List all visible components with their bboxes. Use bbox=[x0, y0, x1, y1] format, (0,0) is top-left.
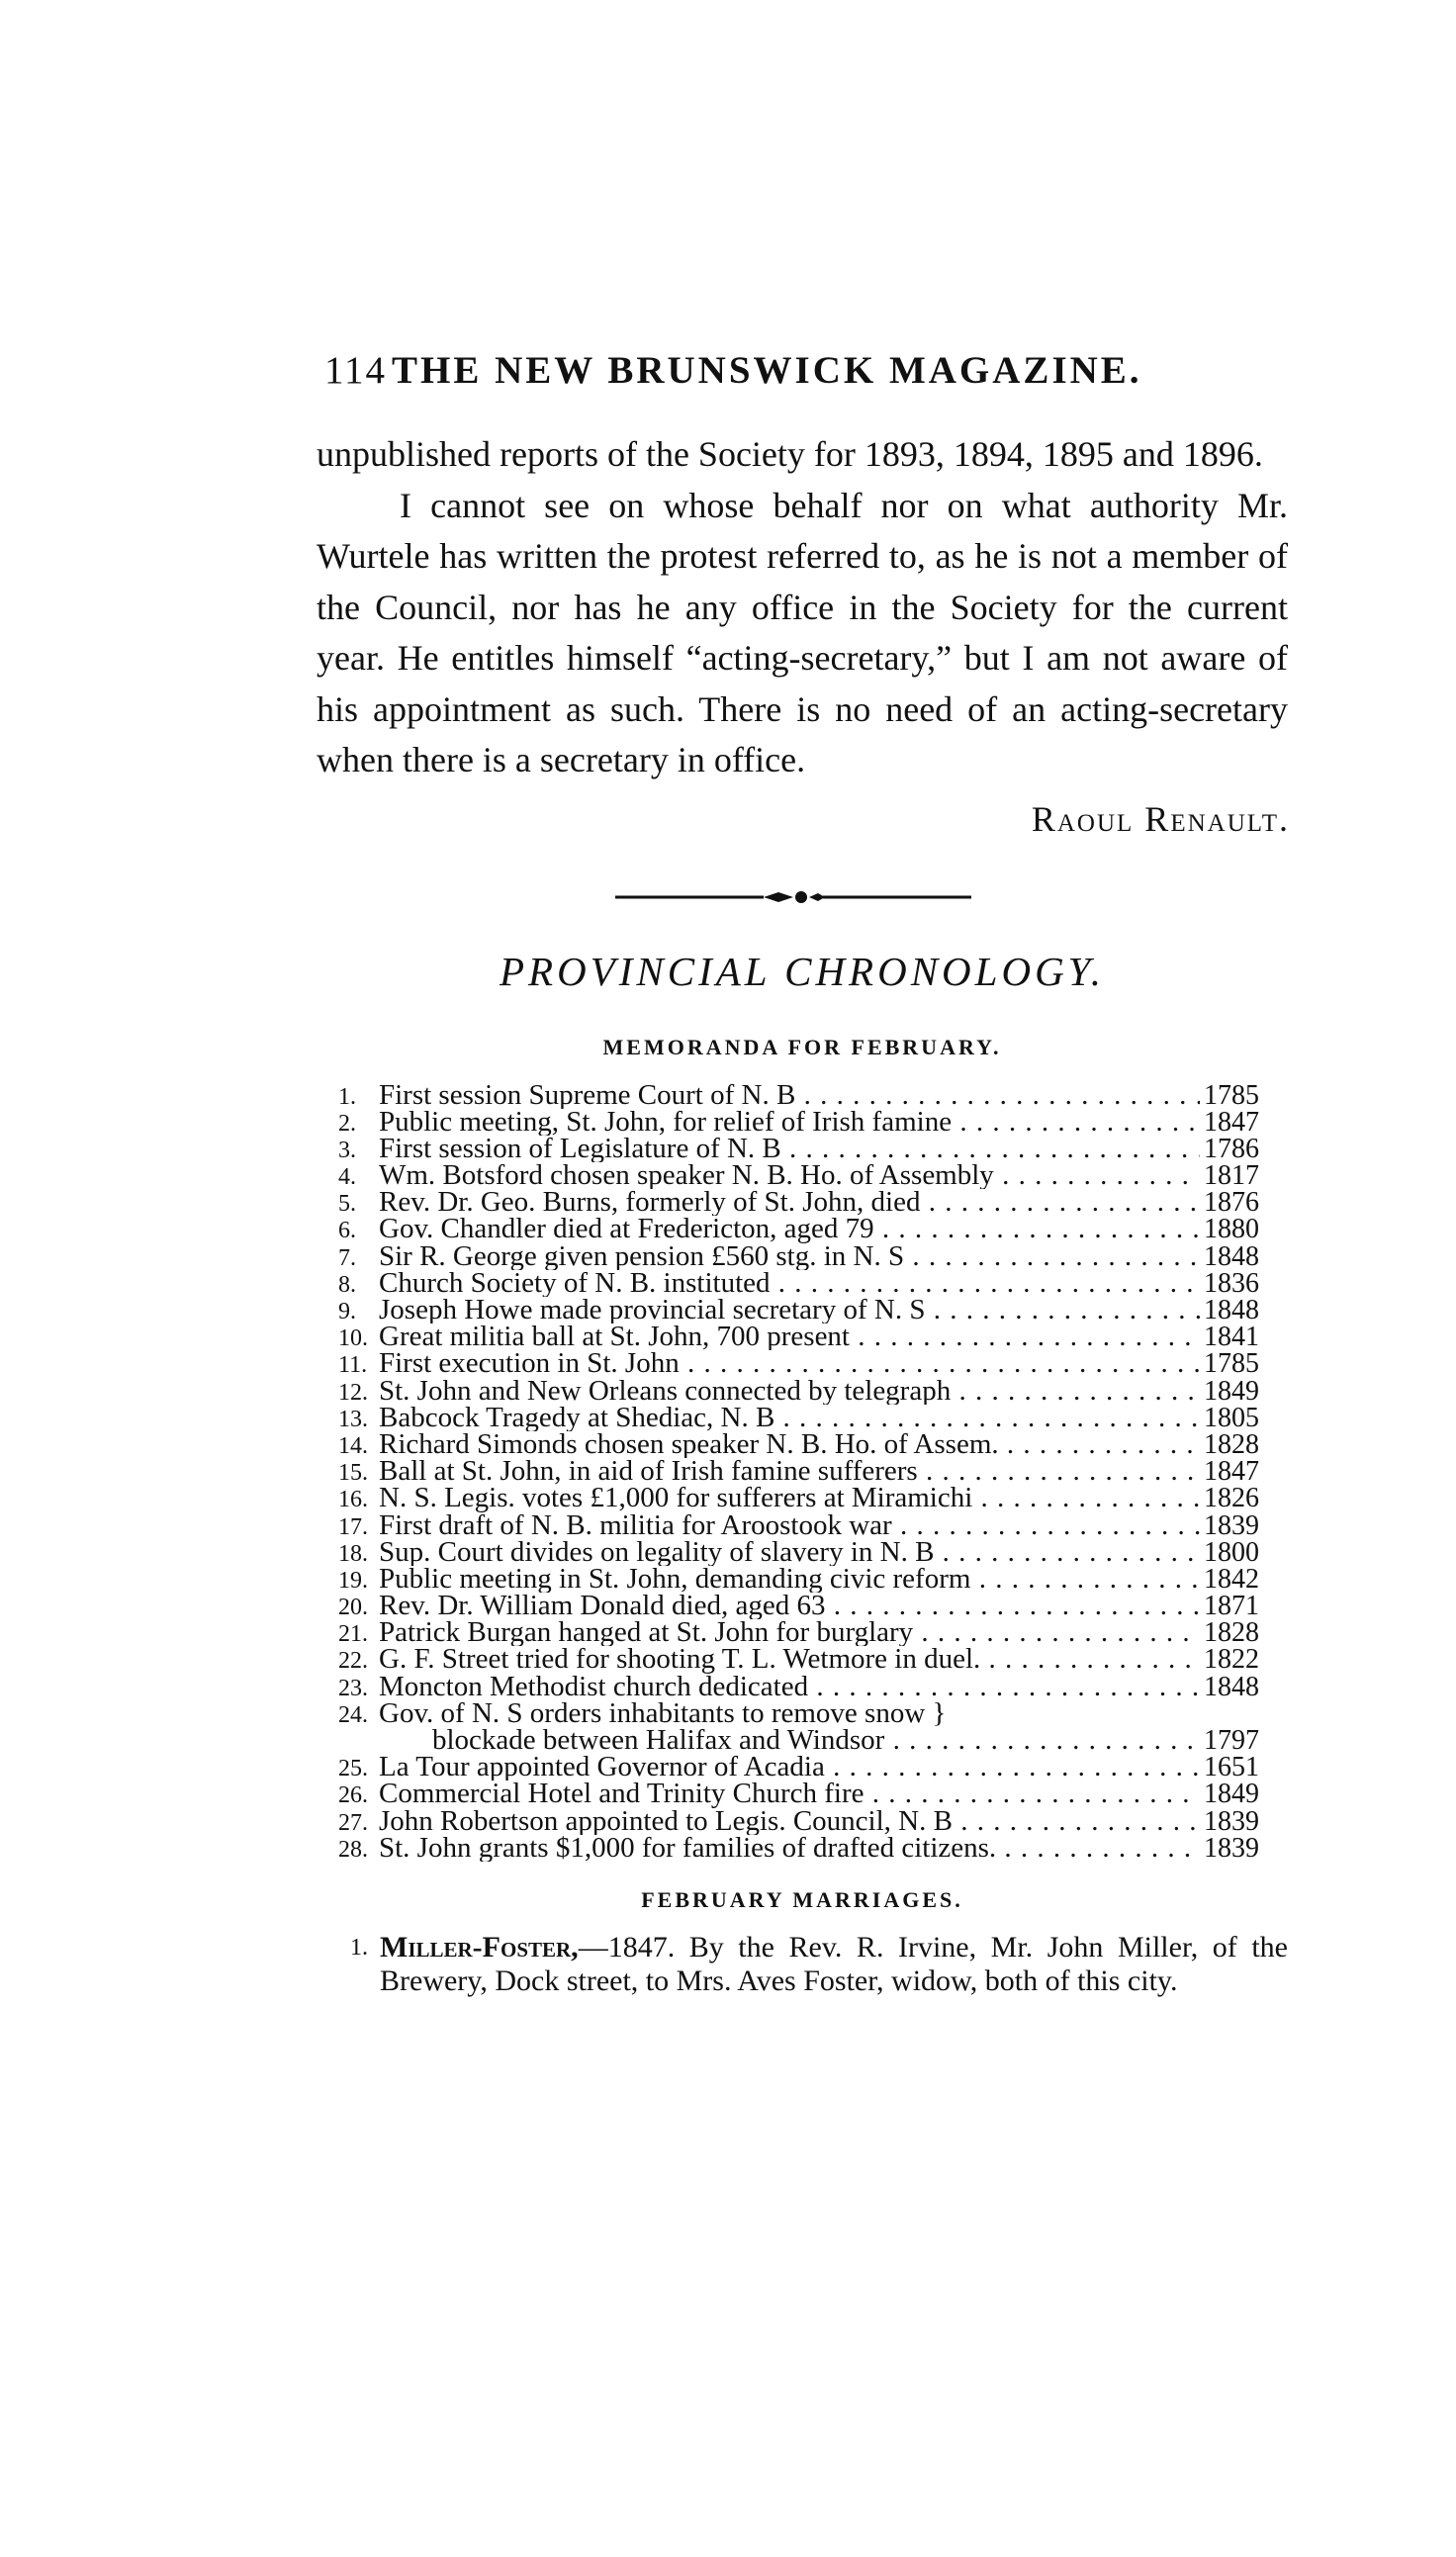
memo-year: 1880 bbox=[1204, 1214, 1259, 1245]
memo-year: 1805 bbox=[1204, 1402, 1259, 1433]
memo-day: 3. bbox=[338, 1137, 356, 1163]
memo-row bbox=[317, 1591, 1306, 1622]
memo-row bbox=[317, 1106, 1306, 1138]
memo-row bbox=[317, 1456, 1306, 1488]
memo-text: Ball at St. John, in aid of Irish famine sufferers . . . bbox=[379, 1458, 1200, 1485]
memo-row bbox=[317, 1079, 1306, 1111]
memo-row bbox=[317, 1779, 1306, 1810]
memo-row bbox=[317, 1214, 1306, 1245]
memo-text: Patrick Burgan hanged at St. John for burglary . . . bbox=[379, 1619, 1200, 1646]
memo-text: Church Society of N. B. instituted . . . bbox=[379, 1270, 1200, 1297]
memo-text: Babcock Tragedy at Shediac, N. B . . . bbox=[379, 1405, 1200, 1431]
page bbox=[317, 348, 1306, 1998]
memo-text: Moncton Methodist church dedicated . . . bbox=[379, 1674, 1200, 1700]
memo-day: 21. bbox=[338, 1621, 368, 1648]
memo-day: 4. bbox=[338, 1164, 356, 1191]
memo-row bbox=[317, 1563, 1306, 1595]
memo-year: 1836 bbox=[1204, 1267, 1259, 1299]
memo-text: Public meeting, St. John, for relief of Irish famine . . . bbox=[379, 1109, 1200, 1136]
memo-year: 1822 bbox=[1204, 1644, 1259, 1676]
memo-year: 1826 bbox=[1204, 1483, 1259, 1514]
memo-row bbox=[317, 1754, 1306, 1781]
memo-row bbox=[317, 1297, 1306, 1324]
memo-text: Sup. Court divides on legality of slavery in N. B . . . bbox=[379, 1539, 1200, 1566]
memo-row bbox=[317, 1805, 1306, 1837]
memo-row bbox=[317, 1348, 1306, 1380]
memo-row bbox=[317, 1402, 1306, 1433]
marriages-heading: FEBRUARY MARRIAGES. bbox=[641, 1886, 963, 1912]
marriage-names: Miller-Foster, bbox=[380, 1930, 579, 1963]
memo-text: St. John and New Orleans connected by telegraph . . . bbox=[379, 1378, 1200, 1405]
memo-text: Richard Simonds chosen speaker N. B. Ho. of Assem. . . . bbox=[379, 1431, 1200, 1458]
memo-text: Joseph Howe made provincial secretary of N. S . . . bbox=[379, 1297, 1200, 1324]
memo-row bbox=[317, 1832, 1306, 1864]
memo-row bbox=[317, 1133, 1306, 1164]
memo-day: 7. bbox=[338, 1244, 356, 1271]
memo-text: First session of Legislature of N. B . . . bbox=[379, 1136, 1200, 1162]
memo-year: 1786 bbox=[1204, 1133, 1259, 1164]
marriage-details: —1847. By the Rev. R. Irvine, Mr. John Miller, of the Brewery, Dock street, to Mrs. Aves Foster, widow, both of this city. bbox=[380, 1930, 1288, 1997]
memo-row-continuation bbox=[317, 1727, 1306, 1754]
signature: Raoul Renault. bbox=[1031, 798, 1290, 839]
memo-day: 26. bbox=[338, 1782, 368, 1809]
memo-day: 5. bbox=[338, 1191, 356, 1218]
memo-text: Public meeting in St. John, demanding civic reform . . . bbox=[379, 1566, 1200, 1593]
page-number: 114 bbox=[324, 349, 388, 392]
memo-day: 6. bbox=[338, 1218, 356, 1244]
memo-day: 1. bbox=[338, 1083, 356, 1110]
memo-day: 18. bbox=[338, 1540, 368, 1567]
memo-day: 2. bbox=[338, 1110, 356, 1137]
memo-text: Sir R. George given pension £560 stg. in N. S . . . bbox=[379, 1243, 1200, 1270]
memo-year: 1828 bbox=[1204, 1617, 1259, 1649]
memo-day: 28. bbox=[338, 1836, 368, 1863]
memo-text: N. S. Legis. votes £1,000 for sufferers at Miramichi . . . bbox=[379, 1485, 1200, 1511]
memo-text: First draft of N. B. militia for Aroostook war . . . bbox=[379, 1512, 1200, 1539]
running-head bbox=[324, 348, 1306, 402]
memo-row bbox=[317, 1483, 1306, 1514]
memoranda-list bbox=[317, 1079, 1306, 1864]
memo-day: 23. bbox=[338, 1675, 368, 1701]
paragraph-continued: unpublished reports of the Society for 1893, 1894, 1895 and 1896. bbox=[317, 434, 1263, 474]
memo-row bbox=[317, 1267, 1306, 1299]
memo-row bbox=[317, 1536, 1306, 1568]
marriage-entry bbox=[317, 1931, 1288, 1998]
memo-year: 1849 bbox=[1204, 1375, 1259, 1407]
memo-year: 1839 bbox=[1204, 1832, 1259, 1864]
memo-text: G. F. Street tried for shooting T. L. Wetmore in duel. . . . bbox=[379, 1646, 1200, 1673]
memo-text: First session Supreme Court of N. B . . . bbox=[379, 1082, 1200, 1109]
magazine-title: THE NEW BRUNSWICK MAGAZINE. bbox=[392, 349, 1142, 392]
memo-text: Rev. Dr. William Donald died, aged 63 . . . bbox=[379, 1593, 1200, 1619]
memo-text: Wm. Botsford chosen speaker N. B. Ho. of Assembly . . . bbox=[379, 1162, 1200, 1189]
marriage-text bbox=[380, 1931, 1288, 1998]
memo-day: 24. bbox=[338, 1701, 368, 1728]
body-text bbox=[317, 429, 1288, 786]
memo-text: La Tour appointed Governor of Acadia . . . bbox=[379, 1754, 1200, 1781]
memo-year: 1651 bbox=[1204, 1752, 1259, 1783]
memo-year: 1785 bbox=[1204, 1348, 1259, 1380]
memo-text: St. John grants $1,000 for families of drafted citizens. . . . bbox=[379, 1835, 1200, 1862]
memo-day: 10. bbox=[338, 1325, 368, 1352]
memo-row bbox=[317, 1509, 1306, 1541]
memo-day: 19. bbox=[338, 1567, 368, 1594]
memo-text-continuation: blockade between Halifax and Windsor . . . bbox=[379, 1727, 1200, 1754]
memo-day: 12. bbox=[338, 1379, 368, 1406]
memoranda-heading: MEMORANDA FOR FEBRUARY. bbox=[602, 1034, 1002, 1059]
memo-row bbox=[317, 1644, 1306, 1676]
memo-year: 1849 bbox=[1204, 1779, 1259, 1810]
memo-year: 1800 bbox=[1204, 1536, 1259, 1568]
memo-year: 1817 bbox=[1204, 1160, 1259, 1192]
memo-text: First execution in St. John . . . bbox=[379, 1350, 1200, 1377]
memo-year: 1839 bbox=[1204, 1805, 1259, 1837]
paragraph-protest: I cannot see on whose behalf nor on what authority Mr. Wurtele has written the protest referred to, as he is not a member of the Council, nor has he any office in the Society for the current year. He entitles himself “acting-secretary,” but I am not aware of his appointment as such. There is no need of an acting-secretary when there is a secretary in office. bbox=[317, 485, 1288, 779]
marriage-number: 1. bbox=[350, 1934, 368, 1961]
memo-year: 1847 bbox=[1204, 1456, 1259, 1488]
memo-row bbox=[317, 1240, 1306, 1272]
memo-row bbox=[317, 1617, 1306, 1649]
memo-year: 1848 bbox=[1204, 1671, 1259, 1702]
memo-text: Rev. Dr. Geo. Burns, formerly of St. John, died . . . bbox=[379, 1189, 1200, 1216]
memo-text: John Robertson appointed to Legis. Council, N. B . . . bbox=[379, 1808, 1200, 1835]
memo-day: 14. bbox=[338, 1432, 368, 1459]
memo-day: 15. bbox=[338, 1460, 368, 1487]
memo-year: 1841 bbox=[1204, 1322, 1259, 1353]
memo-day: 13. bbox=[338, 1406, 368, 1432]
memo-day: 9. bbox=[338, 1299, 356, 1324]
ornament-rule bbox=[615, 885, 971, 909]
memo-day: 22. bbox=[338, 1648, 368, 1675]
section-title: PROVINCIAL CHRONOLOGY. bbox=[500, 948, 1105, 994]
memo-year: 1876 bbox=[1204, 1187, 1259, 1219]
memo-year: 1842 bbox=[1204, 1563, 1259, 1595]
memo-row bbox=[317, 1700, 1306, 1727]
memo-day: 25. bbox=[338, 1756, 368, 1782]
memo-year: 1848 bbox=[1204, 1295, 1259, 1325]
memo-day: 27. bbox=[338, 1809, 368, 1836]
memo-row bbox=[317, 1671, 1306, 1702]
memo-text: Commercial Hotel and Trinity Church fire . . . bbox=[379, 1781, 1200, 1807]
memo-year: 1785 bbox=[1204, 1079, 1259, 1111]
memo-text: Gov. Chandler died at Fredericton, aged 79 . . . bbox=[379, 1216, 1200, 1242]
memo-row bbox=[317, 1160, 1306, 1192]
memo-row bbox=[317, 1187, 1306, 1219]
memo-row bbox=[317, 1322, 1306, 1353]
memo-day: 11. bbox=[338, 1352, 368, 1379]
memo-row bbox=[317, 1375, 1306, 1407]
memo-day: 17. bbox=[338, 1513, 368, 1540]
memo-text: Gov. of N. S orders inhabitants to remove snow } bbox=[379, 1699, 947, 1728]
memo-text: Great militia ball at St. John, 700 present . . . bbox=[379, 1324, 1200, 1350]
memo-year: 1848 bbox=[1204, 1240, 1259, 1272]
memo-day: 8. bbox=[338, 1271, 356, 1298]
memo-year: 1797 bbox=[1204, 1725, 1259, 1756]
memo-year: 1839 bbox=[1204, 1509, 1259, 1541]
memo-year: 1828 bbox=[1204, 1428, 1259, 1460]
memo-year: 1871 bbox=[1204, 1591, 1259, 1622]
memo-row bbox=[317, 1428, 1306, 1460]
memo-day: 20. bbox=[338, 1595, 368, 1621]
memo-day: 16. bbox=[338, 1487, 368, 1513]
memo-year: 1847 bbox=[1204, 1106, 1259, 1138]
